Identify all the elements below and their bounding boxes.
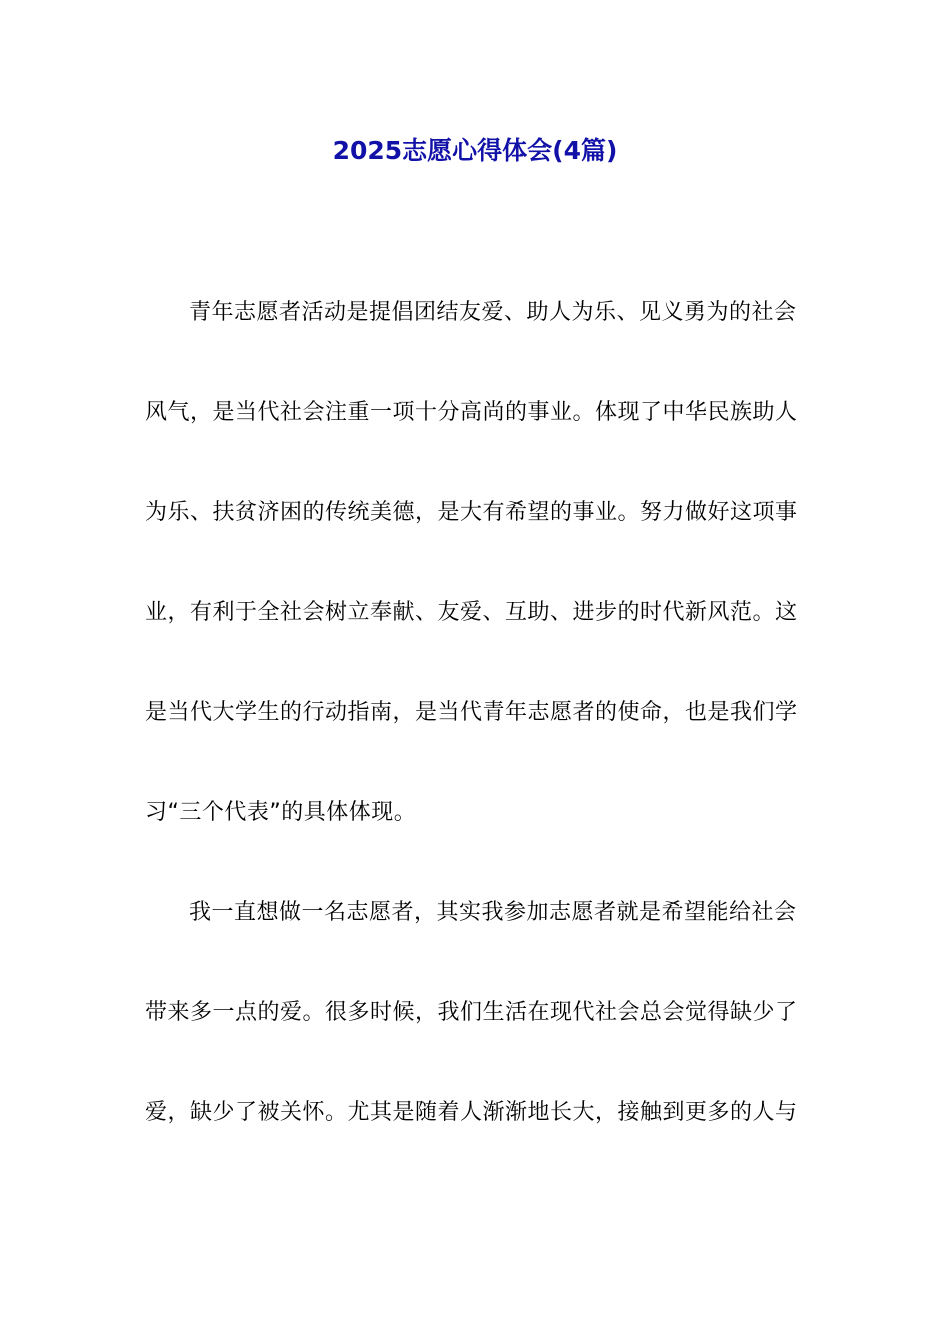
- paragraph-1-line-3: 为乐、扶贫济困的传统美德，是大有希望的事业。努力做好这项事: [145, 500, 798, 525]
- paragraph-1-line-6: 习“三个代表”的具体体现。: [145, 800, 417, 825]
- document-title: 2025志愿心得体会(4篇): [332, 136, 618, 165]
- paragraph-2-line-1: 我一直想做一名志愿者，其实我参加志愿者就是希望能给社会: [189, 900, 797, 925]
- document-body: [145, 292, 807, 1192]
- paragraph-1-line-1: 青年志愿者活动是提倡团结友爱、助人为乐、见义勇为的社会: [189, 300, 797, 325]
- paragraph-2-line-3: 爱，缺少了被关怀。尤其是随着人渐渐地长大，接触到更多的人与: [145, 1100, 798, 1125]
- paragraph-1-line-2: 风气，是当代社会注重一项十分高尚的事业。体现了中华民族助人: [145, 400, 798, 425]
- paragraph-1-line-5: 是当代大学生的行动指南，是当代青年志愿者的使命，也是我们学: [145, 700, 798, 725]
- paragraph-1-line-4: 业，有利于全社会树立奉献、友爱、互助、进步的时代新风范。这: [145, 600, 798, 625]
- paragraph-2-line-2: 带来多一点的爱。很多时候，我们生活在现代社会总会觉得缺少了: [145, 1000, 798, 1025]
